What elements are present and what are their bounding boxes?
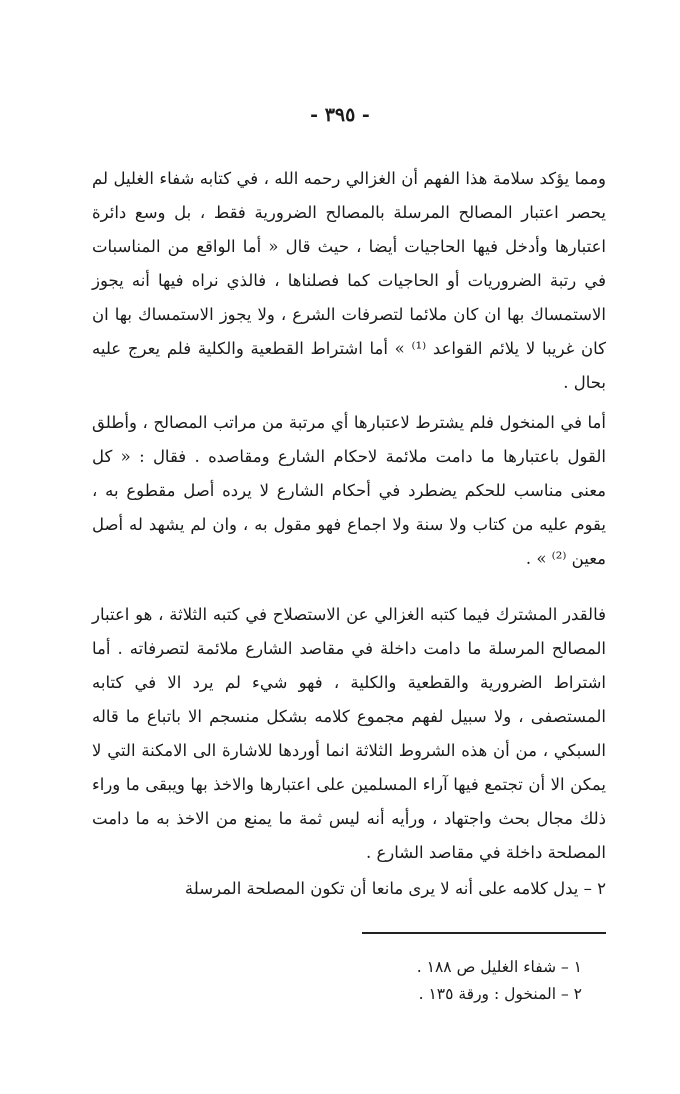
- paragraph-4: ٢ – يدل كلامه على أنه لا يرى مانعا أن تكون المصلحة المرسلة: [184, 879, 606, 898]
- paragraph-3: فالقدر المشترك فيما كتبه الغزالي عن الاستصلاح في كتبه الثلاثة ، هو اعتبار المصالح المرسلة ما دامت داخلة في مقاصد الشارع ملائمة لتصرفاته . أما اشتراط الضرورية والقطعية والكلية ، فهو شيء لم يرد الا في كتابه المستصفى ، ولا سبيل لفهم مجموع كلامه بشكل منسجم الا باتباع ما قاله السبكي ، من أن هذه الشروط الثلاثة انما أوردها للاشارة الى الامكنة التي لا يمكن الا أن تجتمع فيها آراء المسلمين على اعتبارها والاخذ بها ويبقى ما وراء ذلك مجال بحث واجتهاد ، ورأيه أنه ليس ثمة ما يمنع من الاخذ به ما دامت المصلحة داخلة في مقاصد الشارع .: [92, 605, 606, 862]
- paragraph-2: أما في المنخول فلم يشترط لاعتبارها أي مرتبة من مراتب المصالح ، وأطلق القول باعتبارها ما دامت ملائمة لاحكام الشارع ومقاصده . فقال : « كل معنى مناسب للحكم يضطرد في أحكام الشارع لا يرده أصل مقطوع به ، يقوم عليه من كتاب ولا سنة ولا اجماع فهو مقول به ، وان لم يشهد له أصل معين ⁽²⁾ » .: [92, 413, 606, 568]
- footnote-1: ١ – شفاء الغليل ص ١٨٨ .: [416, 958, 582, 976]
- paragraph-1: ومما يؤكد سلامة هذا الفهم أن الغزالي رحمه الله ، في كتابه شفاء الغليل لم يحصر اعتبار المصالح المرسلة بالمصالح الضرورية فقط ، بل وسع دائرة اعتبارها وأدخل فيها الحاجيات أيضا ، حيث قال « أما الواقع من المناسبات في رتبة الضروريات أو الحاجيات كما فصلناها ، فالذي نراه فيها أنه يجوز الاستمساك بها ان كان ملائما لتصرفات الشرع ، ولا يجوز الاستمساك بها ان كان غريبا لا يلائم القواعد ⁽¹⁾ » أما اشتراط القطعية والكلية فلم يعرج عليه بحال .: [92, 169, 607, 392]
- footnote-2: ٢ – المنخول : ورقة ١٣٥ .: [418, 985, 582, 1003]
- page-number: - ٣٩٥ -: [310, 104, 370, 126]
- footnotes: [250, 954, 582, 1008]
- footnote-divider: [362, 932, 606, 934]
